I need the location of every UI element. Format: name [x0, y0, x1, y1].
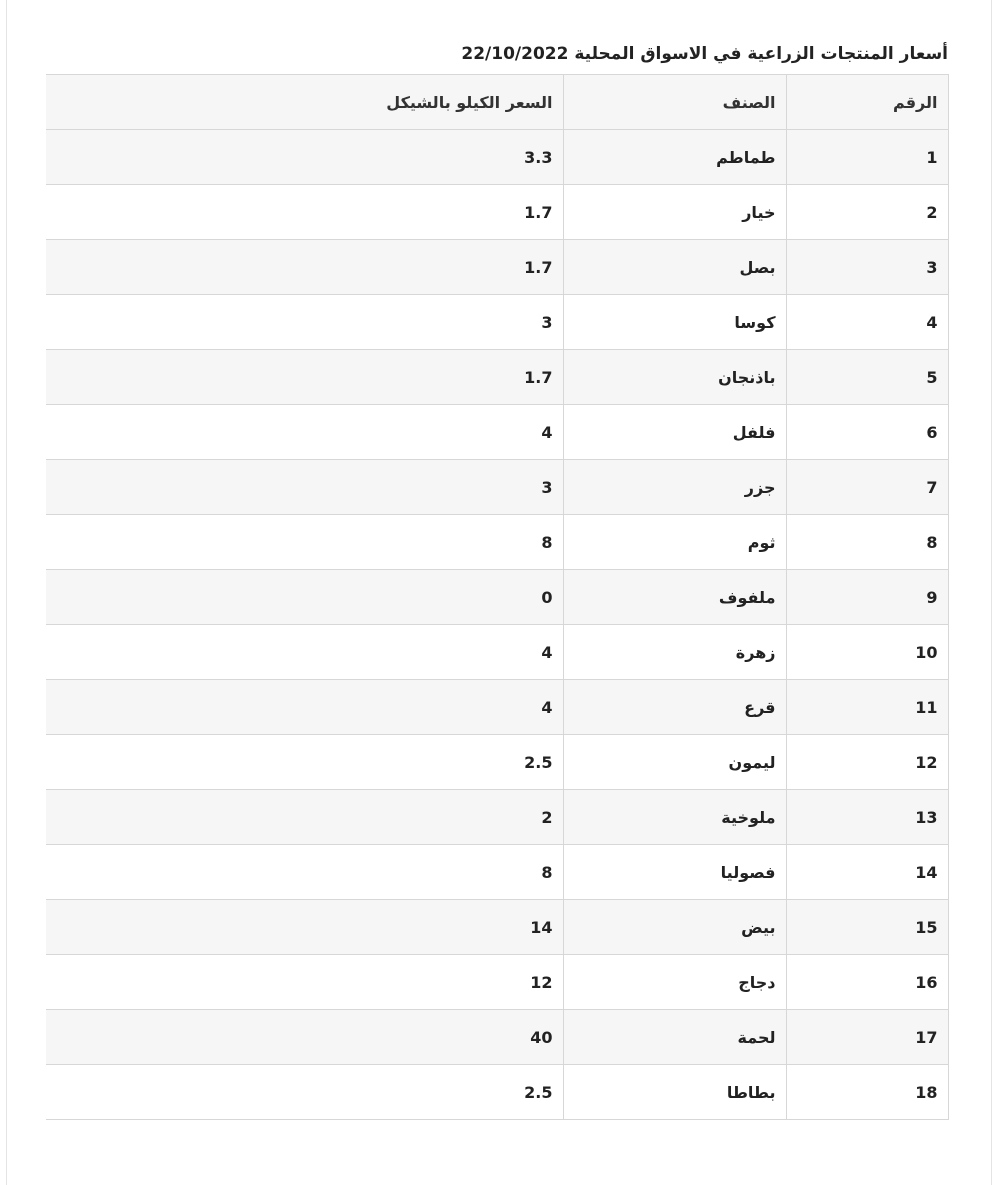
price-cell: 14: [46, 900, 563, 955]
header-number: الرقم: [786, 75, 948, 130]
item-name-cell: قرع: [563, 680, 786, 735]
row-number-cell: 8: [786, 515, 948, 570]
price-table-container: [46, 74, 948, 1120]
row-number-cell: 7: [786, 460, 948, 515]
table-row: [46, 680, 948, 735]
price-cell: 8: [46, 845, 563, 900]
table-row: [46, 240, 948, 295]
table-row: [46, 130, 948, 185]
price-cell: 4: [46, 625, 563, 680]
row-number-cell: 3: [786, 240, 948, 295]
table-row: [46, 460, 948, 515]
item-name-cell: بطاطا: [563, 1065, 786, 1120]
item-name-cell: ملوخية: [563, 790, 786, 845]
price-cell: 4: [46, 405, 563, 460]
table-row: [46, 845, 948, 900]
item-name-cell: ملفوف: [563, 570, 786, 625]
item-name-cell: فلفل: [563, 405, 786, 460]
item-name-cell: باذنجان: [563, 350, 786, 405]
price-cell: 1.7: [46, 185, 563, 240]
row-number-cell: 9: [786, 570, 948, 625]
row-number-cell: 10: [786, 625, 948, 680]
price-cell: 12: [46, 955, 563, 1010]
price-cell: 8: [46, 515, 563, 570]
item-name-cell: زهرة: [563, 625, 786, 680]
table-row: [46, 295, 948, 350]
table-row: [46, 900, 948, 955]
row-number-cell: 18: [786, 1065, 948, 1120]
header-row: [46, 75, 948, 130]
item-name-cell: بيض: [563, 900, 786, 955]
page-edge-right: [991, 0, 992, 1185]
row-number-cell: 17: [786, 1010, 948, 1065]
table-row: [46, 1065, 948, 1120]
price-cell: 2.5: [46, 735, 563, 790]
page-edge-left: [6, 0, 7, 1185]
price-cell: 2: [46, 790, 563, 845]
item-name-cell: كوسا: [563, 295, 786, 350]
table-row: [46, 515, 948, 570]
item-name-cell: بصل: [563, 240, 786, 295]
row-number-cell: 15: [786, 900, 948, 955]
row-number-cell: 14: [786, 845, 948, 900]
item-name-cell: فصوليا: [563, 845, 786, 900]
header-item: الصنف: [563, 75, 786, 130]
row-number-cell: 11: [786, 680, 948, 735]
price-cell: 4: [46, 680, 563, 735]
price-cell: 3: [46, 460, 563, 515]
table-row: [46, 350, 948, 405]
table-caption: أسعار المنتجات الزراعية في الاسواق المحلية 22/10/2022: [461, 44, 948, 64]
row-number-cell: 13: [786, 790, 948, 845]
row-number-cell: 6: [786, 405, 948, 460]
table-row: [46, 735, 948, 790]
price-cell: 1.7: [46, 240, 563, 295]
table-row: [46, 955, 948, 1010]
table-body: [46, 130, 948, 1120]
table-header: [46, 75, 948, 130]
table-row: [46, 790, 948, 845]
row-number-cell: 12: [786, 735, 948, 790]
price-cell: 3.3: [46, 130, 563, 185]
item-name-cell: جزر: [563, 460, 786, 515]
price-cell: 40: [46, 1010, 563, 1065]
price-cell: 3: [46, 295, 563, 350]
item-name-cell: دجاج: [563, 955, 786, 1010]
table-row: [46, 185, 948, 240]
price-table: [46, 74, 949, 1120]
item-name-cell: خيار: [563, 185, 786, 240]
row-number-cell: 4: [786, 295, 948, 350]
header-price: السعر الكيلو بالشيكل: [46, 75, 563, 130]
table-row: [46, 1010, 948, 1065]
price-cell: 1.7: [46, 350, 563, 405]
table-row: [46, 405, 948, 460]
item-name-cell: طماطم: [563, 130, 786, 185]
table-row: [46, 625, 948, 680]
row-number-cell: 16: [786, 955, 948, 1010]
row-number-cell: 1: [786, 130, 948, 185]
item-name-cell: ثوم: [563, 515, 786, 570]
row-number-cell: 5: [786, 350, 948, 405]
item-name-cell: ليمون: [563, 735, 786, 790]
price-cell: 2.5: [46, 1065, 563, 1120]
price-cell: 0: [46, 570, 563, 625]
item-name-cell: لحمة: [563, 1010, 786, 1065]
row-number-cell: 2: [786, 185, 948, 240]
table-row: [46, 570, 948, 625]
